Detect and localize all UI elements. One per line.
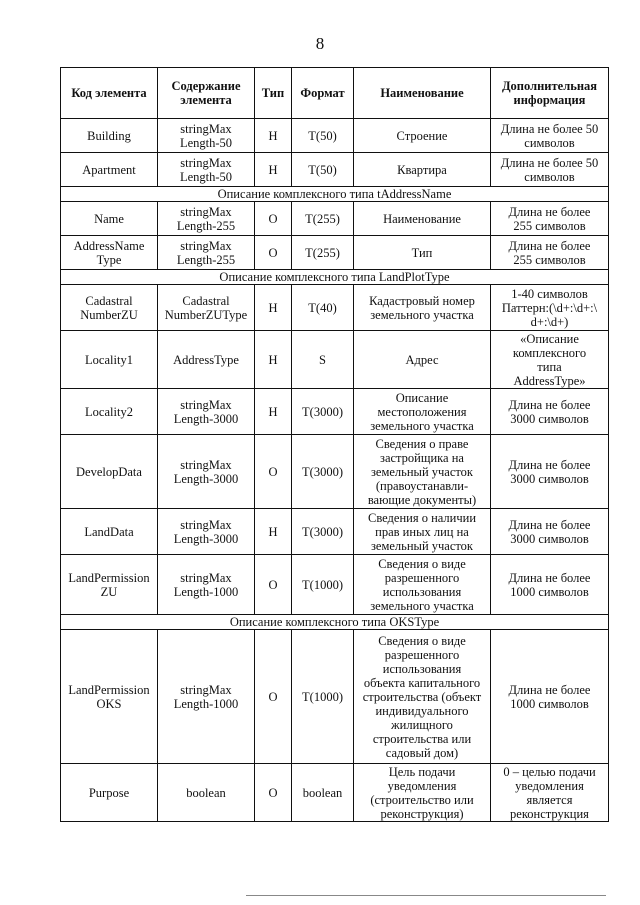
- table-row: [61, 555, 609, 615]
- cell-type: Н: [255, 153, 292, 187]
- table-body: [61, 119, 609, 822]
- element-table: [60, 67, 609, 822]
- table-row: [61, 389, 609, 435]
- cell-element-content: stringMax Length-1000: [158, 555, 255, 615]
- cell-format: S: [292, 331, 354, 389]
- cell-additional-info: Длина не более 3000 символов: [491, 509, 609, 555]
- page-number: 8: [315, 34, 325, 53]
- header-name: Наименование: [354, 68, 491, 119]
- cell-element-content: stringMax Length-1000: [158, 630, 255, 764]
- cell-name: Адрес: [354, 331, 491, 389]
- cell-element-code: AddressName Type: [61, 236, 158, 270]
- cell-element-content: Cadastral NumberZUType: [158, 285, 255, 331]
- cell-format: Т(3000): [292, 435, 354, 509]
- header-row: [61, 68, 609, 119]
- cell-format: Т(40): [292, 285, 354, 331]
- cell-format: Т(1000): [292, 630, 354, 764]
- cell-element-content: stringMax Length-255: [158, 236, 255, 270]
- cell-additional-info: Длина не более 3000 символов: [491, 435, 609, 509]
- header-element-content: Содержание элемента: [158, 68, 255, 119]
- cell-type: О: [255, 555, 292, 615]
- cell-name: Описание местоположения земельного участка: [354, 389, 491, 435]
- cell-type: О: [255, 630, 292, 764]
- cell-format: Т(50): [292, 119, 354, 153]
- cell-format: Т(50): [292, 153, 354, 187]
- cell-type: Н: [255, 509, 292, 555]
- cell-name: Сведения о праве застройщика на земельный участок (правоустанавли- вающие документы): [354, 435, 491, 509]
- cell-format: Т(255): [292, 236, 354, 270]
- cell-element-code: Name: [61, 202, 158, 236]
- cell-format: Т(1000): [292, 555, 354, 615]
- cell-element-code: Building: [61, 119, 158, 153]
- section-row: [61, 187, 609, 202]
- cell-element-content: stringMax Length-50: [158, 119, 255, 153]
- cell-name: Сведения о наличии прав иных лиц на земельный участок: [354, 509, 491, 555]
- cell-type: О: [255, 435, 292, 509]
- cell-additional-info: Длина не более 3000 символов: [491, 389, 609, 435]
- header-additional-info: Дополнительная информация: [491, 68, 609, 119]
- table-row: [61, 153, 609, 187]
- cell-additional-info: Длина не более 1000 символов: [491, 630, 609, 764]
- cell-element-code: LandPermission ZU: [61, 555, 158, 615]
- cell-additional-info: 0 – целью подачи уведомления является реконструкция: [491, 764, 609, 822]
- cell-element-content: stringMax Length-50: [158, 153, 255, 187]
- cell-element-code: LandPermission OKS: [61, 630, 158, 764]
- cell-element-content: stringMax Length-3000: [158, 435, 255, 509]
- cell-format: boolean: [292, 764, 354, 822]
- cell-type: О: [255, 764, 292, 822]
- header-element-code: Код элемента: [61, 68, 158, 119]
- cell-additional-info: 1-40 символов Паттерн:(\d+:\d+:\ d+:\d+): [491, 285, 609, 331]
- section-title: Описание комплексного типа LandPlotType: [61, 270, 609, 285]
- table-row: [61, 202, 609, 236]
- cell-element-code: Locality2: [61, 389, 158, 435]
- cell-element-code: Apartment: [61, 153, 158, 187]
- cell-type: Н: [255, 119, 292, 153]
- cell-name: Строение: [354, 119, 491, 153]
- cell-type: О: [255, 236, 292, 270]
- cell-additional-info: Длина не более 1000 символов: [491, 555, 609, 615]
- table-row: [61, 236, 609, 270]
- cell-type: О: [255, 202, 292, 236]
- cell-name: Цель подачи уведомления (строительство или реконструкция): [354, 764, 491, 822]
- cell-additional-info: Длина не более 50 символов: [491, 119, 609, 153]
- cell-name: Сведения о виде разрешенного использования объекта капитального строительства (объект индивидуального жилищного строительства или садовый дом): [354, 630, 491, 764]
- cell-name: Наименование: [354, 202, 491, 236]
- cell-additional-info: Длина не более 255 символов: [491, 202, 609, 236]
- section-row: [61, 270, 609, 285]
- cell-additional-info: Длина не более 50 символов: [491, 153, 609, 187]
- cell-type: Н: [255, 331, 292, 389]
- cell-format: Т(3000): [292, 389, 354, 435]
- cell-name: Сведения о виде разрешенного использования земельного участка: [354, 555, 491, 615]
- cell-element-content: boolean: [158, 764, 255, 822]
- table-row: [61, 764, 609, 822]
- cell-element-content: AddressType: [158, 331, 255, 389]
- cell-format: Т(3000): [292, 509, 354, 555]
- section-title: Описание комплексного типа tAddressName: [61, 187, 609, 202]
- cell-type: Н: [255, 389, 292, 435]
- cell-element-code: Locality1: [61, 331, 158, 389]
- cell-name: Тип: [354, 236, 491, 270]
- cell-element-content: stringMax Length-3000: [158, 389, 255, 435]
- cell-name: Квартира: [354, 153, 491, 187]
- cell-format: Т(255): [292, 202, 354, 236]
- cell-element-code: Purpose: [61, 764, 158, 822]
- cell-additional-info: «Описание комплексного типа AddressType»: [491, 331, 609, 389]
- cell-additional-info: Длина не более 255 символов: [491, 236, 609, 270]
- header-format: Формат: [292, 68, 354, 119]
- table-row: [61, 509, 609, 555]
- cell-element-content: stringMax Length-3000: [158, 509, 255, 555]
- cell-element-code: Cadastral NumberZU: [61, 285, 158, 331]
- section-row: [61, 615, 609, 630]
- table-row: [61, 285, 609, 331]
- table-row: [61, 119, 609, 153]
- cell-type: Н: [255, 285, 292, 331]
- table-row: [61, 435, 609, 509]
- table-row: [61, 630, 609, 764]
- page-bottom-rule: [246, 895, 606, 896]
- cell-element-content: stringMax Length-255: [158, 202, 255, 236]
- section-title: Описание комплексного типа OKSType: [61, 615, 609, 630]
- cell-element-code: LandData: [61, 509, 158, 555]
- cell-name: Кадастровый номер земельного участка: [354, 285, 491, 331]
- table-row: [61, 331, 609, 389]
- header-type: Тип: [255, 68, 292, 119]
- cell-element-code: DevelopData: [61, 435, 158, 509]
